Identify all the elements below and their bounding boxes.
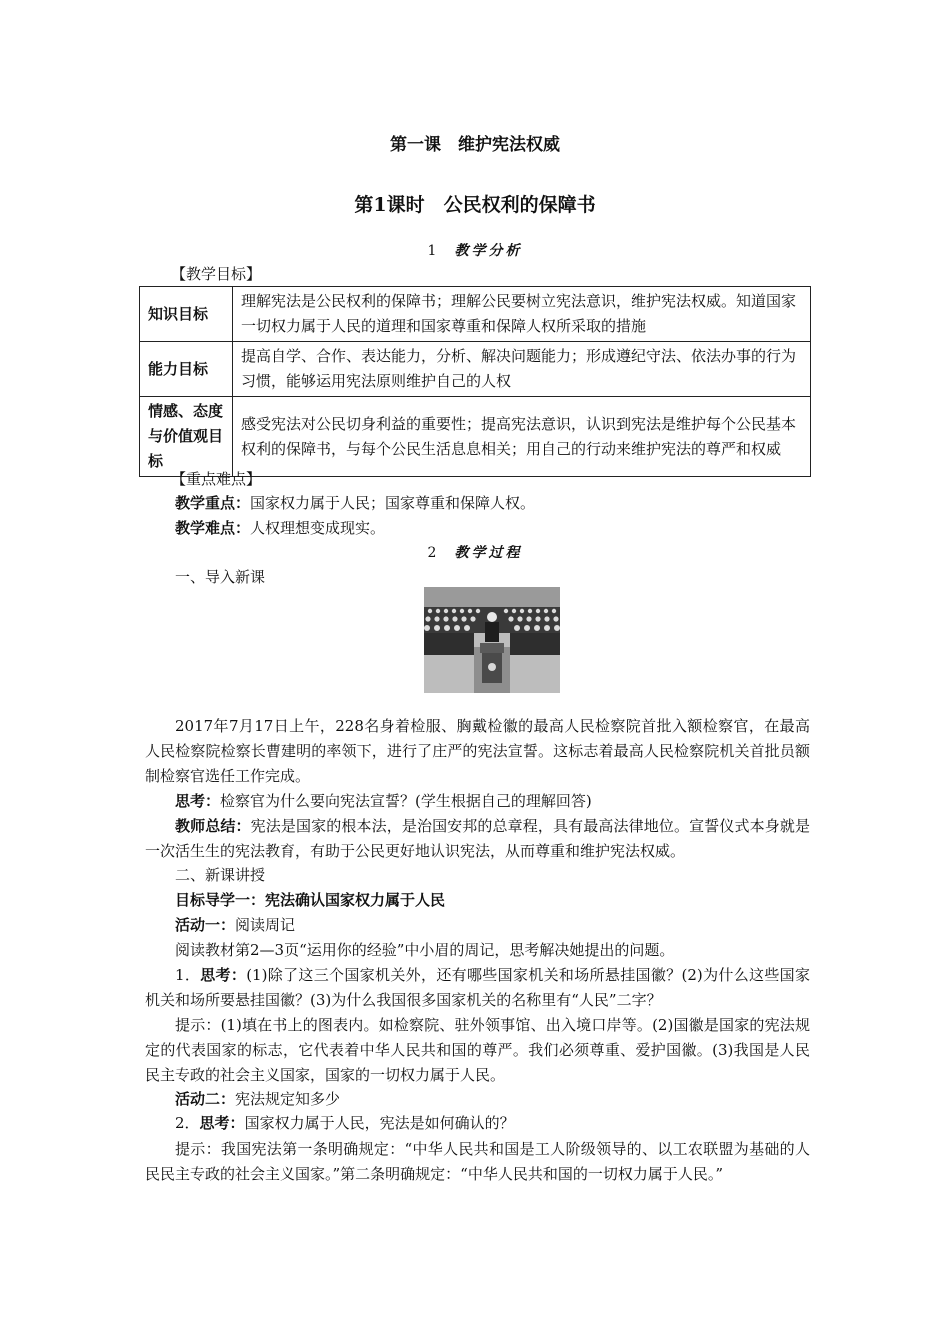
activity-label: 活动二： [175,1090,236,1108]
objective-label: 情感、态度与价值观目标 [140,397,233,477]
question-number: 2． [175,1114,200,1132]
lesson-title: 第1课时 公民权利的保障书 [354,194,596,216]
activity-1-description: 阅读教材第2—3页“运用你的经验”中小眉的周记，思考解决她提出的问题。 [175,941,675,959]
section-heading-process [0,542,950,562]
question-label: 思考： [199,1114,245,1132]
section-number: 2 [427,545,437,561]
summary-label: 教师总结： [175,817,251,835]
objective-label: 能力目标 [140,342,233,397]
summary-text: 宪法是国家的根本法，是治国安邦的总章程，具有最高法律地位。宣誓仪式本身就是一次活生生的宪法教育，有助于公民更好地认识宪法，从而尊重和维护宪法权威。 [145,817,810,860]
table-row [140,397,811,477]
question-2 [175,1112,515,1133]
think-question-1 [175,790,592,811]
activity-1 [175,914,295,935]
objective-text: 感受宪法对公民切身利益的重要性；提高宪法意识，认识到宪法是维护每个公民基本权利的保障书，与每个公民生活息息相关；用自己的行动来维护宪法的尊严和权威 [233,397,811,477]
table-row [140,342,811,397]
difficulty-label: 教学难点： [175,519,251,537]
question-text: (1)除了这三个国家机关外，还有哪些国家机关和场所悬挂国徽？(2)为什么这些国家机关和场所要悬挂国徽？(3)为什么我国很多国家机关的名称里有“人民”二字？ [145,966,811,1009]
objectives-table [139,286,811,477]
section-number: 1 [427,243,437,259]
question-text: 国家权力属于人民，宪法是如何确认的？ [244,1114,515,1132]
activity-2 [175,1088,340,1109]
question-number: 1． [175,966,201,984]
section-heading-analysis [0,240,950,260]
intro-paragraph: 2017年7月17日上午，228名身着检服、胸戴检徽的最高人民检察院首批入额检察官，在最高人民检察院检察长曹建明的率领下，进行了庄严的宪法宣誓。这标志着最高人民检察院机关首批员额制检察官选任工作完成。 [145,717,810,785]
key-point-label: 教学重点： [175,494,251,512]
intro-heading: 一、导入新课 [175,568,266,586]
question-1 [145,963,810,1013]
objective-text: 提高自学、合作、表达能力，分析、解决问题能力；形成遵纪守法、依法办事的行为习惯，能够运用宪法原则维护自己的人权 [233,342,811,397]
key-point [175,492,535,513]
objective-label: 知识目标 [140,287,233,342]
unit-title: 第一课 维护宪法权威 [390,135,560,155]
objectives-label: 【教学目标】 [171,265,262,283]
difficulty [175,517,385,538]
section-title: 教学分析 [454,243,523,259]
think-text: 检察官为什么要向宪法宣誓？(学生根据自己的理解回答) [220,792,592,810]
activity-label: 活动一： [175,916,236,934]
new-lesson-heading: 二、新课讲授 [175,866,266,884]
key-point-text: 国家权力属于人民；国家尊重和保障人权。 [250,494,536,512]
oath-ceremony-photo [424,587,560,693]
hint-2: 提示：我国宪法第一条明确规定：“中华人民共和国是工人阶级领导的、以工农联盟为基础的人民民主专政的社会主义国家。”第二条明确规定：“中华人民共和国的一切权力属于人民。” [145,1140,810,1183]
section-title: 教学过程 [454,545,523,561]
table-row [140,287,811,342]
hint-1: 提示：(1)填在书上的图表内。如检察院、驻外领事馆、出入境口岸等。(2)国徽是国家的宪法规定的代表国家的标志，它代表着中华人民共和国的尊严。我们必须尊重、爱护国徽。(3)我国是人民民主专政的社会主义国家，国家的一切权力属于人民。 [145,1016,810,1084]
activity-text: 宪法规定知多少 [235,1090,341,1108]
activity-text: 阅读周记 [235,916,296,934]
teacher-summary [145,814,810,864]
difficulty-text: 人权理想变成现实。 [250,519,386,537]
think-label: 思考： [175,792,221,810]
goal-heading-1: 目标导学一：宪法确认国家权力属于人民 [175,891,446,909]
objective-text: 理解宪法是公民权利的保障书；理解公民要树立宪法意识，维护宪法权威。知道国家一切权力属于人民的道理和国家尊重和保障人权所采取的措施 [233,287,811,342]
key-points-label: 【重点难点】 [171,470,262,488]
question-label: 思考： [200,966,247,984]
